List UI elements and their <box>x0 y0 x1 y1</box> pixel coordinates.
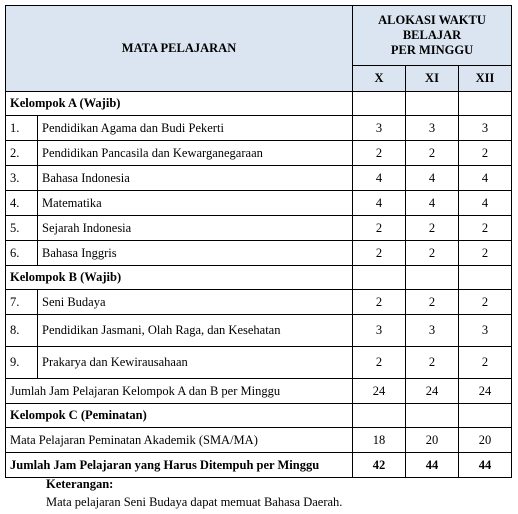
subject-name: Pendidikan Jasmani, Olah Raga, dan Kesehatan <box>38 315 353 347</box>
table-row <box>6 241 512 266</box>
hours-x: 2 <box>353 141 406 166</box>
subject-name: Sejarah Indonesia <box>38 216 353 241</box>
subject-column-header: MATA PELAJARAN <box>6 6 353 92</box>
total-ab-xii: 24 <box>459 379 512 404</box>
hours-x: 2 <box>353 241 406 266</box>
hours-xi: 3 <box>406 315 459 347</box>
hours-x: 3 <box>353 315 406 347</box>
hours-xi: 2 <box>406 241 459 266</box>
group-a-title: Kelompok A (Wajib) <box>6 92 353 116</box>
subject-name: Bahasa Inggris <box>38 241 353 266</box>
hours-xii: 4 <box>459 191 512 216</box>
hours-xii: 20 <box>459 428 512 453</box>
hours-x: 18 <box>353 428 406 453</box>
note-text: Mata pelajaran Seni Budaya dapat memuat Bahasa Daerah. <box>46 495 343 509</box>
table-row <box>6 290 512 315</box>
table-row <box>6 141 512 166</box>
row-number: 9. <box>6 347 38 379</box>
table-row <box>6 216 512 241</box>
row-number: 5. <box>6 216 38 241</box>
subject-name: Pendidikan Agama dan Budi Pekerti <box>38 116 353 141</box>
curriculum-table <box>5 5 512 478</box>
table-row <box>6 116 512 141</box>
subject-name: Mata Pelajaran Peminatan Akademik (SMA/MA) <box>6 428 353 453</box>
table-row <box>6 315 512 347</box>
group-c-title: Kelompok C (Peminatan) <box>6 404 353 428</box>
hours-xii: 2 <box>459 241 512 266</box>
hours-xi: 2 <box>406 141 459 166</box>
grade-xii-header: XII <box>459 66 512 92</box>
row-number: 7. <box>6 290 38 315</box>
allocation-line-1: ALOKASI WAKTU <box>378 13 486 27</box>
hours-x: 4 <box>353 166 406 191</box>
allocation-line-3: PER MINGGU <box>390 43 474 57</box>
total-ab-xi: 24 <box>406 379 459 404</box>
table-row <box>6 191 512 216</box>
hours-x: 2 <box>353 347 406 379</box>
hours-x: 2 <box>353 290 406 315</box>
hours-xi: 2 <box>406 347 459 379</box>
total-ab-row <box>6 379 512 404</box>
allocation-header <box>353 6 512 66</box>
table-row <box>6 347 512 379</box>
hours-xii: 4 <box>459 166 512 191</box>
hours-xi: 3 <box>406 116 459 141</box>
note-block <box>46 475 342 511</box>
hours-x: 2 <box>353 216 406 241</box>
group-b-title: Kelompok B (Wajib) <box>6 266 353 290</box>
hours-xi: 4 <box>406 191 459 216</box>
hours-xi: 4 <box>406 166 459 191</box>
subject-name: Pendidikan Pancasila dan Kewarganegaraan <box>38 141 353 166</box>
grand-total-xii: 44 <box>459 453 512 478</box>
subject-name: Seni Budaya <box>38 290 353 315</box>
allocation-line-2: BELAJAR <box>402 28 462 42</box>
hours-xi: 2 <box>406 216 459 241</box>
hours-xii: 2 <box>459 216 512 241</box>
row-number: 6. <box>6 241 38 266</box>
row-number: 4. <box>6 191 38 216</box>
note-title: Keterangan: <box>46 477 114 491</box>
grand-total-label: Jumlah Jam Pelajaran yang Harus Ditempuh per Minggu <box>6 453 353 478</box>
subject-name: Matematika <box>38 191 353 216</box>
grand-total-x: 42 <box>353 453 406 478</box>
total-ab-label: Jumlah Jam Pelajaran Kelompok A dan B per Minggu <box>6 379 353 404</box>
row-number: 1. <box>6 116 38 141</box>
grand-total-row <box>6 453 512 478</box>
hours-xii: 2 <box>459 141 512 166</box>
table-row <box>6 428 512 453</box>
subject-name: Prakarya dan Kewirausahaan <box>38 347 353 379</box>
hours-x: 3 <box>353 116 406 141</box>
grade-xi-header: XI <box>406 66 459 92</box>
hours-xii: 3 <box>459 315 512 347</box>
total-ab-x: 24 <box>353 379 406 404</box>
grand-total-xi: 44 <box>406 453 459 478</box>
hours-xi: 2 <box>406 290 459 315</box>
hours-xi: 20 <box>406 428 459 453</box>
row-number: 2. <box>6 141 38 166</box>
hours-xii: 2 <box>459 290 512 315</box>
table-row <box>6 166 512 191</box>
row-number: 3. <box>6 166 38 191</box>
hours-xii: 3 <box>459 116 512 141</box>
hours-xii: 2 <box>459 347 512 379</box>
row-number: 8. <box>6 315 38 347</box>
grade-x-header: X <box>353 66 406 92</box>
subject-name: Bahasa Indonesia <box>38 166 353 191</box>
hours-x: 4 <box>353 191 406 216</box>
